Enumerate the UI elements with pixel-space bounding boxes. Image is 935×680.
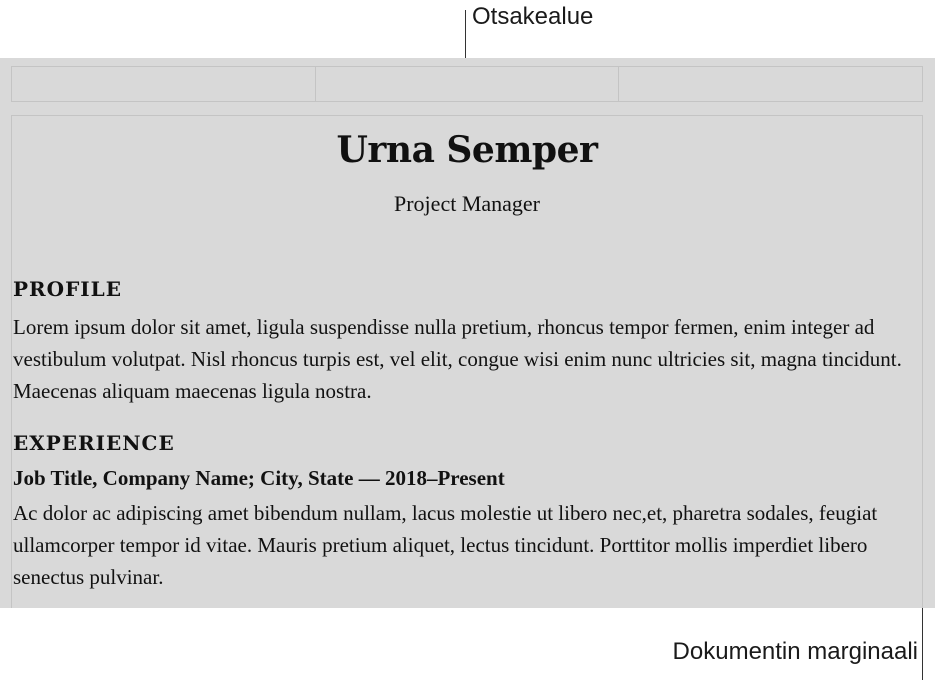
resume-subtitle: Project Manager <box>394 191 540 216</box>
margin-callout-label: Dokumentin marginaali <box>672 638 918 665</box>
header-area-callout-label: Otsakealue <box>472 3 594 30</box>
header-field-left[interactable] <box>12 67 315 101</box>
experience-paragraph: Ac dolor ac adipiscing amet bibendum nullam, lacus molestie ut libero nec,et, pharetra sodales, feugiat ullamcorper tempor id vitae. Mauris pretium aliquet, lectus tincidunt. Porttitor mollis imperdiet libero senectus pulvinar. <box>13 501 878 589</box>
profile-paragraph: Lorem ipsum dolor sit amet, ligula suspendisse nulla pretium, rhoncus tempor fermen, enim integer ad vestibulum volutpat. Nisl rhoncus turpis est, vel elit, congue wisi enim nunc ultricies sit, magna tincidunt. Maecenas aliquam maecenas ligula nostra. <box>13 315 902 403</box>
margin-callout-line <box>922 608 923 680</box>
header-area <box>11 66 923 102</box>
experience-heading: EXPERIENCE <box>13 431 175 455</box>
document-page[interactable] <box>0 58 935 608</box>
document-body[interactable] <box>11 115 923 608</box>
profile-heading: PROFILE <box>13 277 122 301</box>
job-title-line: Job Title, Company Name; City, State — 2018–Present <box>13 466 505 490</box>
header-field-center[interactable] <box>315 67 619 101</box>
header-field-right[interactable] <box>618 67 922 101</box>
resume-name: Urna Semper <box>336 129 598 171</box>
